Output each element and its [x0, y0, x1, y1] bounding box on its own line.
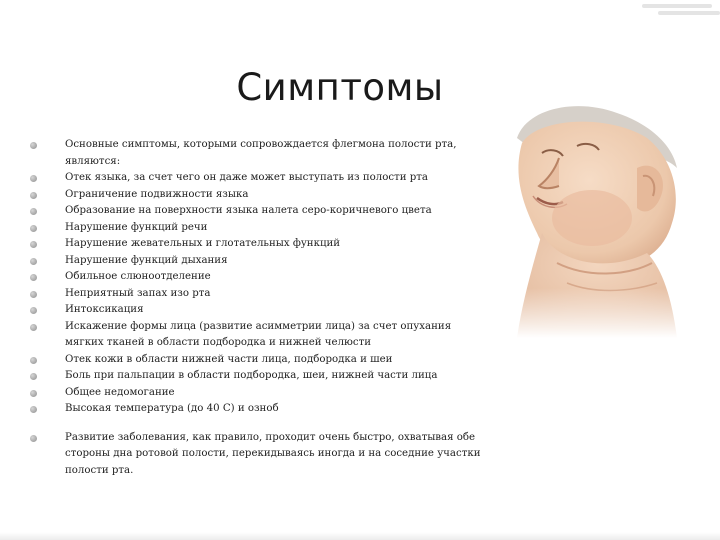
- symptom-list: [28, 137, 488, 479]
- bullet-icon: [30, 274, 37, 281]
- symptom-list-container: [28, 137, 488, 479]
- list-item-text: Отек языка, за счет чего он даже может выступать из полости рта: [65, 172, 428, 183]
- bullet-icon: [30, 208, 37, 215]
- list-item: [28, 286, 488, 303]
- bullet-icon: [30, 435, 37, 442]
- list-item-text: Образование на поверхности языка налета серо-коричневого цвета: [65, 205, 432, 216]
- list-item: [28, 203, 488, 220]
- list-item-text: Нарушение жевательных и глотательных функций: [65, 238, 341, 249]
- list-item: [28, 368, 488, 385]
- face-svg: [497, 98, 697, 338]
- list-item-text: Обильное слюноотделение: [65, 271, 211, 282]
- list-item: [28, 352, 488, 369]
- list-item-text: Ограничение подвижности языка: [65, 188, 249, 200]
- list-item-text: Развитие заболевания, как правило, проходит очень быстро, охватывая обе стороны дна ротовой полости, перекидываясь иногда и на соседние участки полости рта.: [65, 431, 481, 476]
- list-item: [28, 385, 488, 402]
- list-item: [28, 401, 488, 418]
- bullet-icon: [30, 142, 37, 149]
- bullet-icon: [30, 307, 37, 314]
- bullet-icon: [30, 406, 37, 413]
- bullet-icon: [30, 241, 37, 248]
- bullet-icon: [30, 373, 37, 380]
- list-item-text: Нарушение функций дыхания: [65, 254, 228, 266]
- bullet-icon: [30, 258, 37, 265]
- list-item-text: Интоксикация: [65, 304, 144, 315]
- list-item-text: Нарушение функций речи: [65, 221, 208, 233]
- list-item: [28, 269, 488, 286]
- list-item: [28, 137, 488, 170]
- list-item: [28, 430, 488, 480]
- list-item-text: Неприятный запах изо рта: [65, 287, 211, 299]
- bottom-decorative-band: [0, 532, 720, 540]
- list-item-text: Искажение формы лица (развитие асимметрии лица) за счет опухания мягких тканей в области подбородка и нижней челюсти: [65, 320, 452, 348]
- list-item-text: Основные симптомы, которыми сопровождается флегмона полости рта, являются:: [65, 139, 457, 167]
- list-item: [28, 236, 488, 253]
- bullet-icon: [30, 324, 37, 331]
- list-item: [28, 319, 488, 352]
- bullet-icon: [30, 225, 37, 232]
- list-item: [28, 187, 488, 204]
- decorative-stripes: [632, 0, 720, 20]
- bullet-icon: [30, 390, 37, 397]
- patient-face-illustration: [497, 98, 697, 338]
- bullet-icon: [30, 175, 37, 182]
- list-item-text: Отек кожи в области нижней части лица, подбородка и шеи: [65, 353, 393, 365]
- bullet-icon: [30, 357, 37, 364]
- list-item: [28, 170, 488, 187]
- list-item-text: Высокая температура (до 40 С) и озноб: [65, 403, 279, 414]
- bullet-icon: [30, 192, 37, 199]
- list-item: [28, 253, 488, 270]
- list-item: [28, 220, 488, 237]
- list-item: [28, 302, 488, 319]
- bullet-icon: [30, 291, 37, 298]
- list-item-text: Общее недомогание: [65, 386, 175, 398]
- slide-title: Симптомы: [236, 66, 444, 109]
- list-item-text: Боль при пальпации в области подбородка, шеи, нижней части лица: [65, 370, 438, 381]
